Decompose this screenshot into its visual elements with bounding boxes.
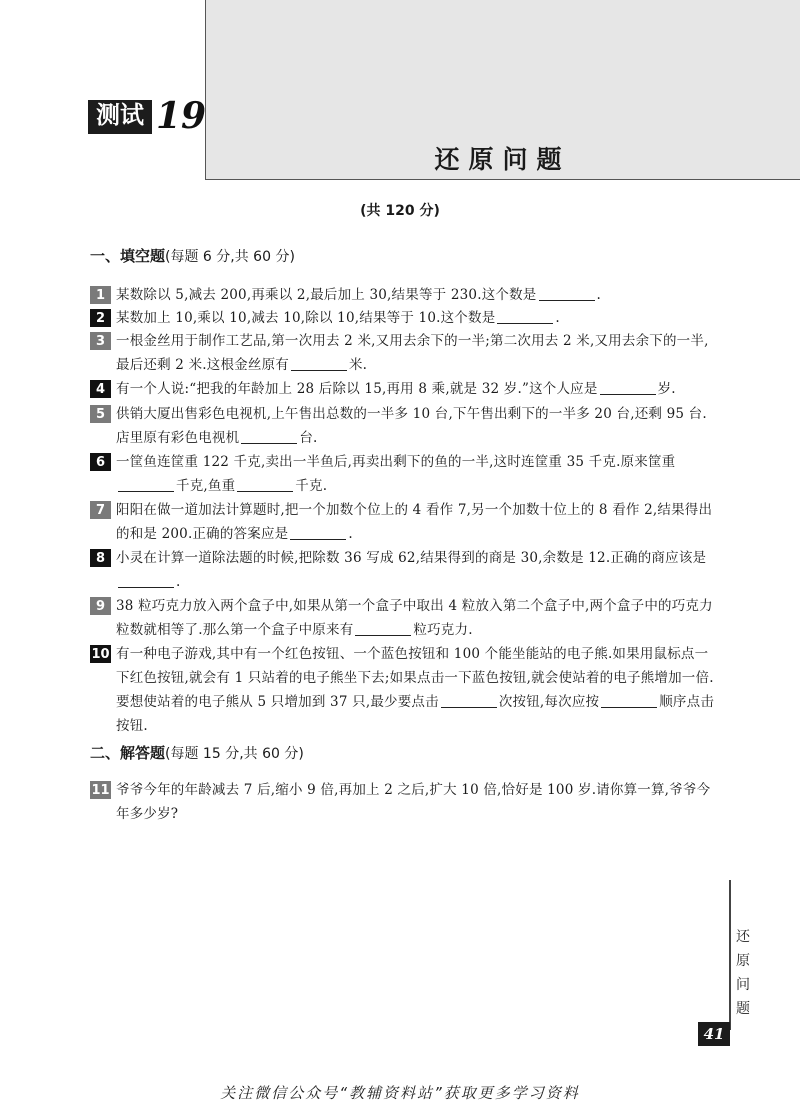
question-text-part: .: [348, 526, 353, 542]
question-text-part: 某数加上 10,乘以 10,减去 10,除以 10,结果等于 10.这个数是: [116, 310, 496, 326]
section-note: (每题 15 分,共 60 分): [165, 746, 304, 762]
question-number: 3: [90, 332, 111, 350]
question-text-part: .: [555, 310, 560, 326]
question-text: [116, 642, 715, 738]
question-1: [90, 283, 715, 307]
question-text: [116, 546, 715, 594]
question-number: 1: [90, 286, 111, 304]
question-8: [90, 546, 715, 594]
question-text-part: 38 粒巧克力放入两个盒子中,如果从第一个盒子中取出 4 粒放入第二个盒子中,两个盒子中的巧克力粒数就相等了.那么第一个盒子中原来有: [116, 598, 713, 638]
question-11: [90, 778, 715, 826]
section-heading-answer: [90, 742, 304, 763]
answer-blank: [118, 477, 174, 492]
question-text-part: 粒巧克力.: [413, 622, 473, 638]
question-text-part: 顺序点击按钮.: [116, 694, 715, 734]
side-char: 还: [736, 929, 750, 945]
answer-blank: [291, 356, 347, 371]
answer-blank: [539, 286, 595, 301]
question-text: [116, 306, 560, 330]
side-divider: [729, 880, 731, 1030]
question-text: [116, 450, 715, 498]
question-number: 9: [90, 597, 111, 615]
side-char: 题: [736, 1001, 750, 1017]
question-text: [116, 329, 715, 377]
question-6: [90, 450, 715, 498]
question-text-part: 台.: [299, 430, 318, 446]
question-4: [90, 377, 715, 401]
question-text-part: 一筐鱼连筐重 122 千克,卖出一半鱼后,再卖出剩下的鱼的一半,这时连筐重 35 千克.原来筐重: [116, 454, 676, 470]
question-text-part: 次按钮,每次应按: [498, 694, 600, 710]
side-char: 问: [736, 977, 750, 993]
test-label: [88, 95, 207, 137]
question-text-part: 米.: [348, 357, 368, 373]
question-text: [116, 594, 715, 642]
question-text-part: 有一个人说:“把我的年龄加上 28 后除以 15,再用 8 乘,就是 32 岁.”这个人应是: [116, 381, 598, 397]
question-text-part: .: [176, 574, 181, 590]
question-7: [90, 498, 715, 546]
answer-blank: [441, 693, 497, 708]
answer-blank: [355, 621, 411, 636]
question-text-part: 千克.: [295, 478, 328, 494]
question-text: [116, 377, 676, 401]
question-text: [116, 498, 715, 546]
page-title: 还原问题: [434, 145, 571, 174]
question-text-part: 小灵在计算一道除法题的时候,把除数 36 写成 62,结果得到的商是 30,余数是 12.正确的商应该是: [116, 550, 707, 566]
question-3: [90, 329, 715, 377]
question-text: [116, 778, 715, 826]
question-10: [90, 642, 715, 738]
question-text-part: 某数除以 5,减去 200,再乘以 2,最后加上 30,结果等于 230.这个数是: [116, 287, 537, 303]
question-text-part: 岁.: [657, 381, 676, 397]
question-number: 8: [90, 549, 111, 567]
section-title: 二、解答题: [90, 744, 166, 762]
question-number: 7: [90, 501, 111, 519]
question-number: 10: [91, 646, 110, 662]
question-number: 11: [91, 782, 110, 798]
footer-note: 关注微信公众号“教辅资料站”获取更多学习资料: [220, 1084, 580, 1102]
answer-blank: [118, 573, 174, 588]
question-text-part: 供销大厦出售彩色电视机,上午售出总数的一半多 10 台,下午售出剩下的一半多 20 台,还剩 95 台.店里原有彩色电视机: [116, 406, 707, 446]
side-chapter-label: [732, 925, 754, 1021]
question-9: [90, 594, 715, 642]
side-char: 原: [736, 953, 750, 969]
answer-blank: [601, 693, 657, 708]
question-number: 5: [90, 405, 111, 423]
answer-blank: [237, 477, 293, 492]
question-5: [90, 402, 715, 450]
question-text-part: 一根金丝用于制作工艺品,第一次用去 2 米,又用去余下的一半;第二次用去 2 米,又用去余下的一半,最后还剩 2 米.这根金丝原有: [116, 333, 709, 373]
question-text-part: 千克,鱼重: [176, 478, 236, 494]
answer-blank: [241, 429, 297, 444]
answer-blank: [290, 525, 346, 540]
question-2: [90, 306, 715, 330]
section-title: 一、填空题: [90, 247, 166, 265]
question-number: 4: [90, 380, 111, 398]
question-text-part: .: [596, 287, 602, 303]
section-heading-fill-in: [90, 245, 295, 266]
question-text-part: 爷爷今年的年龄减去 7 后,缩小 9 倍,再加上 2 之后,扩大 10 倍,恰好是 100 岁.请你算一算,爷爷今年多少岁?: [116, 782, 711, 822]
section-note: (每题 6 分,共 60 分): [165, 249, 295, 265]
question-number: 2: [90, 309, 111, 327]
question-text: [116, 283, 601, 307]
question-text-part: 阳阳在做一道加法计算题时,把一个加数个位上的 4 看作 7,另一个加数十位上的 8 看作 2,结果得出的和是 200.正确的答案应是: [116, 502, 713, 542]
answer-blank: [497, 309, 553, 324]
question-number: 6: [90, 453, 111, 471]
test-label-box: 测试: [88, 100, 152, 134]
page-number: 41: [698, 1022, 730, 1046]
question-text: [116, 402, 715, 450]
answer-blank: [600, 380, 656, 395]
test-number: 19: [156, 95, 207, 137]
page-subtitle: (共 120 分): [360, 203, 440, 219]
question-text-part: 有一种电子游戏,其中有一个红色按钮、一个蓝色按钮和 100 个能坐能站的电子熊.如果用鼠标点一下红色按钮,就会有 1 只站着的电子熊坐下去;如果点击一下蓝色按钮,就会使站着的电子熊增加一倍.要想使站着的电子熊从 5 只增加到 37 只,最少要点击: [116, 646, 714, 710]
